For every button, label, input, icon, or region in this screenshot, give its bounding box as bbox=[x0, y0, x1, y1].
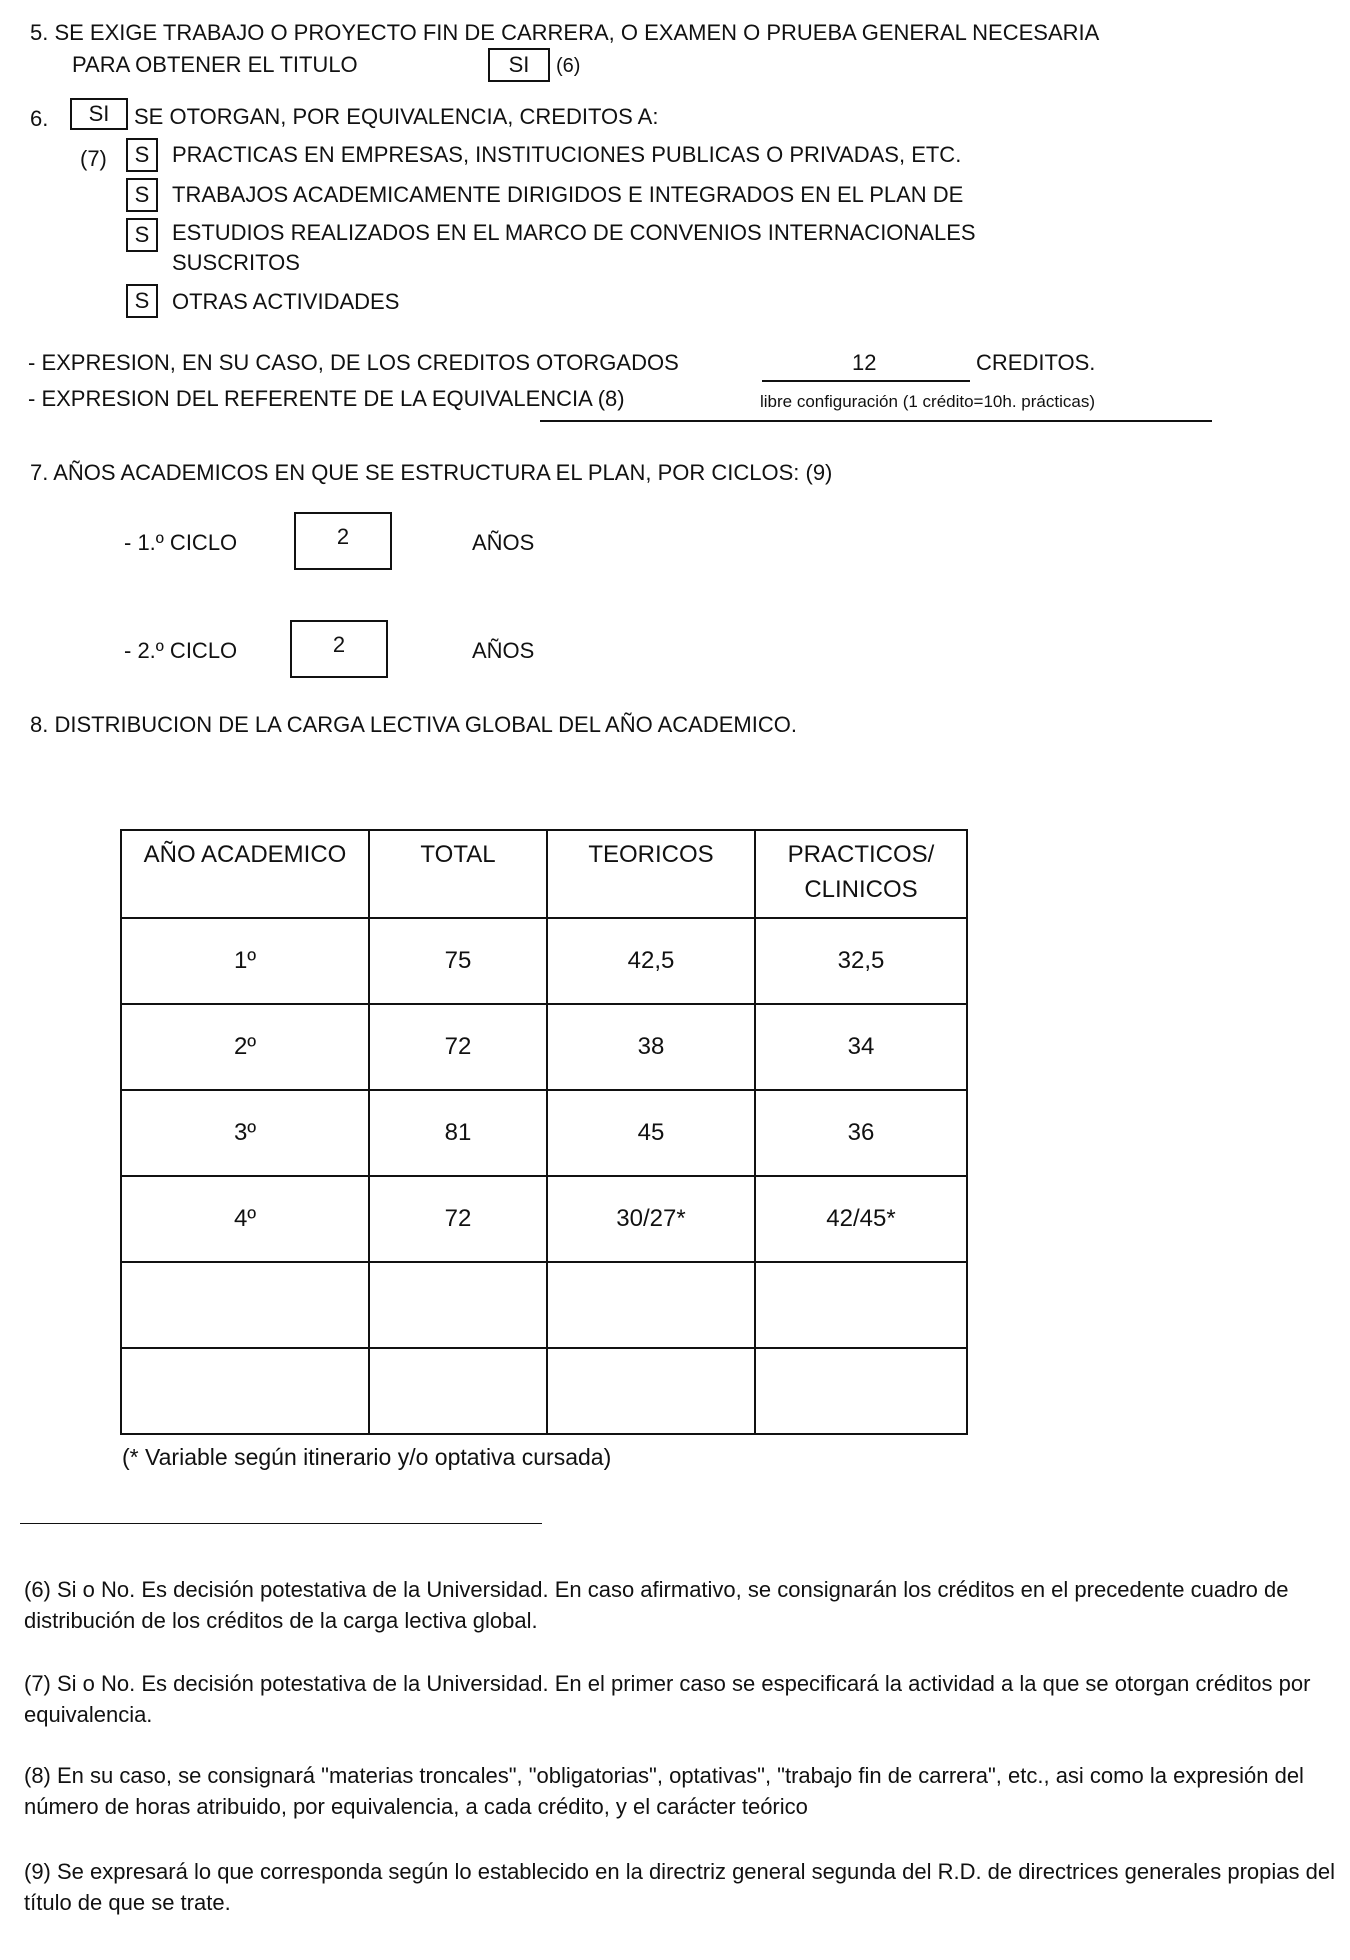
note-6: (6) Si o No. Es decisión potestativa de la Universidad. En caso afirmativo, se consignarán los créditos en el precedente cuadro de distribución de los créditos de la carga lectiva global. bbox=[24, 1577, 1289, 1633]
table-header-row bbox=[121, 830, 967, 918]
item7-title: 7. AÑOS ACADEMICOS EN QUE SE ESTRUCTURA EL PLAN, POR CICLOS: (9) bbox=[30, 460, 833, 485]
ciclo2-value-box: 2 bbox=[290, 620, 388, 678]
cell-year: 1º bbox=[121, 918, 369, 1004]
item5-line1: 5. SE EXIGE TRABAJO O PROYECTO FIN DE CARRERA, O EXAMEN O PRUEBA GENERAL NECESARIA bbox=[30, 20, 1100, 45]
ciclo1-label: - 1.º CICLO bbox=[124, 530, 238, 555]
item5-answer-box: SI bbox=[488, 48, 550, 82]
item5-ref: (6) bbox=[556, 55, 581, 77]
table-row bbox=[121, 1262, 967, 1348]
footnote-separator bbox=[20, 1523, 542, 1524]
cell-teoricos bbox=[547, 1348, 755, 1434]
cell-total: 72 bbox=[369, 1004, 547, 1090]
creditos-value: 12 bbox=[852, 350, 877, 375]
carga-lectiva-table bbox=[120, 829, 968, 1435]
table-row bbox=[121, 1176, 967, 1262]
option-label: TRABAJOS ACADEMICAMENTE DIRIGIDOS E INTEGRADOS EN EL PLAN DE bbox=[172, 182, 964, 207]
creditos-unit: CREDITOS. bbox=[976, 350, 1096, 375]
table-row bbox=[121, 918, 967, 1004]
cell-teoricos: 45 bbox=[547, 1090, 755, 1176]
cell-practicos: 36 bbox=[755, 1090, 967, 1176]
cell-year bbox=[121, 1348, 369, 1434]
cell-practicos: 32,5 bbox=[755, 918, 967, 1004]
option-label: OTRAS ACTIVIDADES bbox=[172, 289, 400, 314]
item6-answer-box: SI bbox=[70, 98, 128, 130]
cell-total: 81 bbox=[369, 1090, 547, 1176]
creditos-underline bbox=[762, 380, 970, 382]
ciclo2-label: - 2.º CICLO bbox=[124, 638, 238, 663]
table-footnote: (* Variable según itinerario y/o optativa cursada) bbox=[122, 1444, 612, 1470]
note-8: (8) En su caso, se consignará "materias troncales", "obligatorias", optativas", "trabajo fin de carrera", etc., asi como la expresión del número de horas atribuido, por equivalencia, a cada crédito, y el carácter teórico bbox=[24, 1763, 1304, 1819]
option-label-continued: SUSCRITOS bbox=[172, 250, 300, 275]
ciclo2-unit: AÑOS bbox=[472, 638, 535, 663]
header-ano-academico: AÑO ACADEMICO bbox=[121, 830, 369, 918]
item8-title: 8. DISTRIBUCION DE LA CARGA LECTIVA GLOBAL DEL AÑO ACADEMICO. bbox=[30, 712, 797, 737]
option-mark-box: S bbox=[126, 178, 158, 212]
cell-year: 4º bbox=[121, 1176, 369, 1262]
item6-ref: (7) bbox=[80, 146, 107, 171]
cell-total: 75 bbox=[369, 918, 547, 1004]
header-practicos: PRACTICOS/ CLINICOS bbox=[755, 830, 967, 918]
ciclo1-value-box: 2 bbox=[294, 512, 392, 570]
cell-total: 72 bbox=[369, 1176, 547, 1262]
option-mark-box: S bbox=[126, 138, 158, 172]
item6-text: SE OTORGAN, POR EQUIVALENCIA, CREDITOS A: bbox=[134, 104, 659, 129]
ciclo1-unit: AÑOS bbox=[472, 530, 535, 555]
cell-year bbox=[121, 1262, 369, 1348]
option-mark-box: S bbox=[126, 284, 158, 318]
item5-line2: PARA OBTENER EL TITULO bbox=[72, 52, 358, 77]
table-row bbox=[121, 1090, 967, 1176]
note-7: (7) Si o No. Es decisión potestativa de la Universidad. En el primer caso se especificará la actividad a la que se otorgan créditos por equivalencia. bbox=[24, 1671, 1311, 1727]
item6-number: 6. bbox=[30, 106, 49, 131]
cell-practicos bbox=[755, 1348, 967, 1434]
header-teoricos: TEORICOS bbox=[547, 830, 755, 918]
cell-practicos: 34 bbox=[755, 1004, 967, 1090]
referente-underline bbox=[540, 420, 1212, 422]
option-label: PRACTICAS EN EMPRESAS, INSTITUCIONES PUBLICAS O PRIVADAS, ETC. bbox=[172, 142, 962, 167]
header-total: TOTAL bbox=[369, 830, 547, 918]
cell-total bbox=[369, 1262, 547, 1348]
cell-practicos bbox=[755, 1262, 967, 1348]
option-mark-box: S bbox=[126, 218, 158, 252]
cell-year: 2º bbox=[121, 1004, 369, 1090]
cell-year: 3º bbox=[121, 1090, 369, 1176]
note-9: (9) Se expresará lo que corresponda según lo establecido en la directriz general segunda del R.D. de directrices generales propias del título de que se trate. bbox=[24, 1859, 1335, 1915]
cell-teoricos: 38 bbox=[547, 1004, 755, 1090]
cell-practicos: 42/45* bbox=[755, 1176, 967, 1262]
referente-label: - EXPRESION DEL REFERENTE DE LA EQUIVALENCIA (8) bbox=[28, 386, 625, 411]
cell-teoricos bbox=[547, 1262, 755, 1348]
cell-teoricos: 30/27* bbox=[547, 1176, 755, 1262]
creditos-label: - EXPRESION, EN SU CASO, DE LOS CREDITOS OTORGADOS bbox=[28, 350, 679, 375]
referente-value: libre configuración (1 crédito=10h. prácticas) bbox=[760, 392, 1095, 411]
cell-teoricos: 42,5 bbox=[547, 918, 755, 1004]
table-row bbox=[121, 1348, 967, 1434]
cell-total bbox=[369, 1348, 547, 1434]
option-label: ESTUDIOS REALIZADOS EN EL MARCO DE CONVENIOS INTERNACIONALES bbox=[172, 220, 976, 245]
table-row bbox=[121, 1004, 967, 1090]
